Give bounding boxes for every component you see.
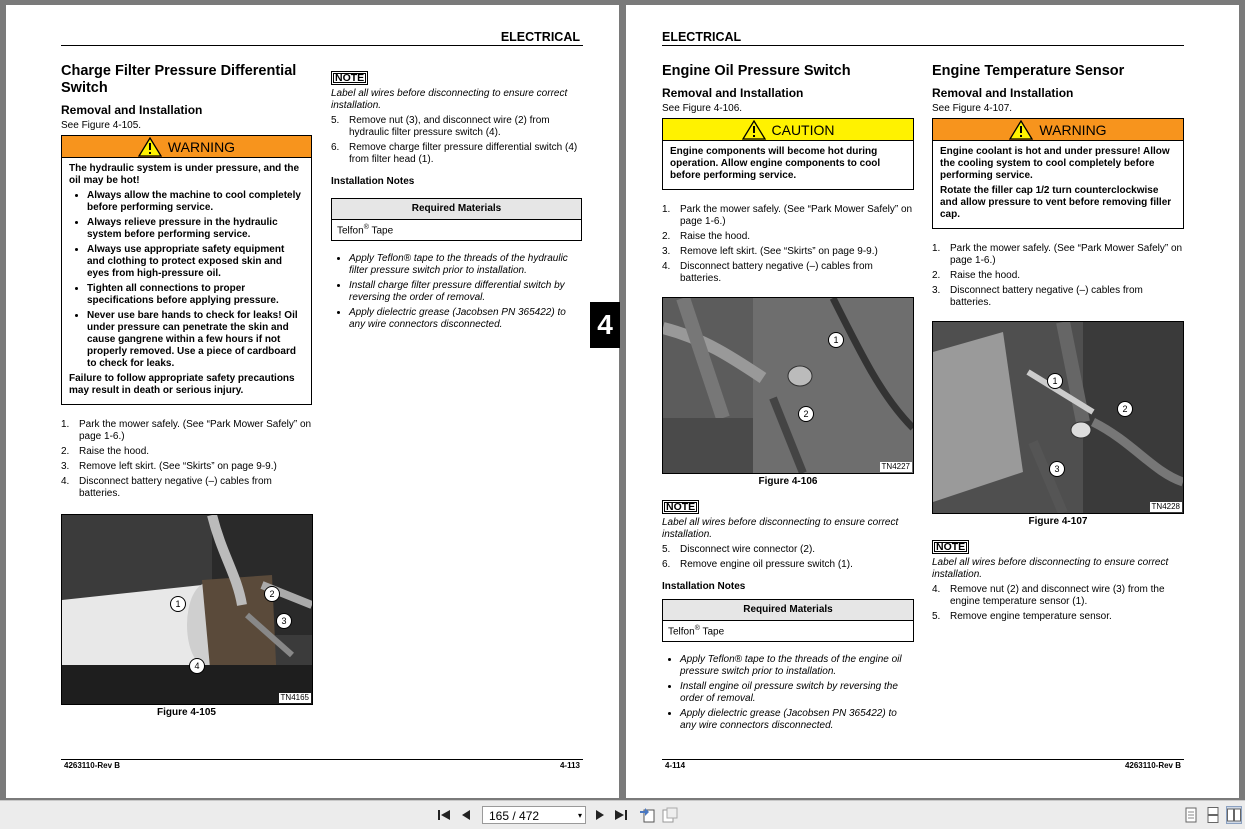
chevron-down-icon[interactable]: ▾ (577, 811, 582, 820)
section-title: Engine Temperature Sensor (932, 63, 1125, 79)
installation-notes-list (331, 253, 582, 331)
installation-notes-heading: Installation Notes (331, 176, 415, 187)
step-number: 2. (61, 446, 70, 457)
materials-item: Telfon® Tape (332, 220, 582, 241)
footer-doc-number: 4263110-Rev B (64, 761, 121, 770)
installation-notes-list (662, 654, 914, 732)
warning-text: Engine coolant is hot and under pressure! Allow the cooling system to cool completely before performing service. (940, 146, 1170, 181)
step-item (662, 261, 914, 285)
warning-body (62, 158, 311, 404)
see-figure: See Figure 4-105. (61, 120, 142, 131)
page-number-input[interactable] (482, 806, 586, 824)
continuous-page-icon[interactable] (1206, 806, 1220, 824)
callout-3: 3 (1049, 461, 1065, 477)
header-rule (662, 45, 1184, 46)
step-text: Disconnect wire connector (2). (680, 544, 816, 555)
step-number: 1. (932, 243, 941, 254)
page-header: ELECTRICAL (500, 30, 580, 44)
warning-header (62, 136, 311, 158)
caution-box (662, 118, 914, 190)
right-column-2 (932, 63, 1184, 626)
right-column-1 (662, 63, 914, 735)
step-text: Remove charge filter pressure differential switch (4) from filter head (1). (349, 142, 578, 165)
materials-table (662, 599, 914, 642)
step-text: Remove nut (3), and disconnect wire (2) from hydraulic filter pressure switch (4). (349, 115, 550, 138)
step-text: Disconnect battery negative (–) cables from batteries. (950, 285, 1143, 308)
step-item (662, 231, 914, 243)
prev-page-icon[interactable] (458, 806, 474, 824)
warning-bullet: • Always relieve pressure in the hydraulic system before performing service. (87, 217, 304, 241)
step-item (662, 246, 914, 258)
figure-4-106-image (663, 298, 913, 473)
warning-label: WARNING (1039, 121, 1107, 138)
step-number: 5. (331, 115, 340, 126)
installation-notes-heading: Installation Notes (662, 581, 746, 592)
callout-3: 3 (276, 613, 292, 629)
callout-2: 2 (1117, 401, 1133, 417)
warning-bullet: • Never use bare hands to check for leaks! Oil under pressure can penetrate the skin and cause gangrene within a few hours if not properly removed. Use a piece of cardboard to check for leaks. (87, 310, 304, 370)
step-item (61, 461, 312, 473)
step-text: Remove engine oil pressure switch (1). (680, 559, 853, 570)
note-text: Label all wires before disconnecting to ensure correct installation. (331, 88, 568, 111)
figure-4-107-image (933, 322, 1183, 513)
step-text: Park the mower safely. (See “Park Mower Safely” on page 1-6.) (680, 204, 913, 227)
step-text: Remove engine temperature sensor. (950, 611, 1112, 622)
next-page-icon[interactable] (592, 806, 608, 824)
step-number: 5. (932, 611, 941, 622)
caution-text: Engine components will become hot during operation. Allow engine components to cool before performing service. (670, 146, 881, 181)
note-text: Label all wires before disconnecting to ensure correct installation. (932, 557, 1169, 580)
page-header: ELECTRICAL (662, 30, 742, 44)
figure-photo (61, 514, 313, 705)
warning-header (933, 119, 1183, 141)
step-number: 4. (662, 261, 671, 272)
materials-header: Required Materials (663, 600, 914, 621)
warning-intro: The hydraulic system is under pressure, and the oil may be hot! (69, 163, 300, 186)
step-number: 2. (662, 231, 671, 242)
step-text: Disconnect battery negative (–) cables from batteries. (79, 476, 272, 499)
step-item (61, 476, 312, 500)
step-list (662, 204, 914, 285)
step-number: 4. (932, 584, 941, 595)
step-number: 5. (662, 544, 671, 555)
section-tab-left: 4 (590, 302, 620, 348)
step-number: 6. (662, 559, 671, 570)
warning-outro: Failure to follow appropriate safety precautions may result in death or serious injury. (69, 373, 295, 396)
step-text: Remove left skirt. (See “Skirts” on page 9-9.) (680, 246, 878, 257)
figure-code: TN4228 (1151, 502, 1180, 511)
left-column-1 (61, 63, 312, 719)
caution-triangle-icon (742, 120, 766, 140)
figure-caption: Figure 4-107 (1028, 516, 1088, 527)
step-item (662, 544, 914, 556)
installation-note: • Install charge filter pressure differential switch by reversing the order of removal. (349, 280, 582, 304)
footer-rule (61, 759, 583, 760)
step-number: 1. (662, 204, 671, 215)
figure-4-105-image (62, 515, 312, 704)
installation-note: • Apply dielectric grease (Jacobsen PN 365422) to any wire connectors disconnected. (349, 307, 582, 331)
right-page (626, 5, 1239, 798)
section-subtitle: Removal and Installation (932, 86, 1074, 100)
footer-page-number: 4-113 (559, 761, 580, 770)
warning-label: WARNING (167, 138, 236, 155)
figure-code: TN4227 (881, 462, 910, 471)
step-number: 3. (932, 285, 941, 296)
callout-2: 2 (798, 406, 814, 422)
callout-2: 2 (264, 586, 280, 602)
warning-box (932, 118, 1184, 229)
step-item (61, 419, 312, 443)
note-label: NOTE (932, 540, 969, 554)
step-item (932, 611, 1184, 623)
step-item (932, 584, 1184, 608)
two-page-icon[interactable] (1226, 806, 1242, 824)
figure-photo (662, 297, 914, 474)
installation-note: • Apply Teflon® tape to the threads of the hydraulic filter pressure switch prior to installation. (349, 253, 582, 277)
step-item (932, 270, 1184, 282)
step-item (331, 115, 582, 139)
warning-triangle-icon (1009, 120, 1033, 140)
step-item (331, 142, 582, 166)
warning-bullet: • Always allow the machine to cool completely before performing service. (87, 190, 304, 214)
figure-caption: Figure 4-106 (758, 476, 818, 487)
materials-header: Required Materials (332, 199, 582, 220)
callout-4: 4 (189, 658, 205, 674)
section-title: Charge Filter Pressure Differential Switch (61, 63, 297, 96)
warning-text: Rotate the filler cap 1/2 turn counterclockwise and allow pressure to vent before removing filler cap. (940, 185, 1172, 220)
back-view-icon[interactable] (638, 806, 656, 824)
footer-rule (662, 759, 1184, 760)
warning-bullet: • Always use appropriate safety equipment and clothing to protect exposed skin and eyes from high-pressure oil. (87, 244, 304, 280)
see-figure: See Figure 4-107. (932, 103, 1013, 114)
last-page-icon[interactable] (613, 806, 629, 824)
step-item (662, 559, 914, 571)
warning-bullet: • Tighten all connections to proper specifications before applying pressure. (87, 283, 304, 307)
step-text: Park the mower safely. (See “Park Mower Safely” on page 1-6.) (950, 243, 1183, 266)
step-text: Disconnect battery negative (–) cables from batteries. (680, 261, 873, 284)
step-text: Raise the hood. (79, 446, 150, 457)
materials-table (331, 198, 582, 241)
note-label: NOTE (331, 71, 368, 85)
step-list (662, 544, 914, 571)
step-item (662, 204, 914, 228)
see-figure: See Figure 4-106. (662, 103, 743, 114)
step-list (331, 115, 582, 166)
step-number: 3. (662, 246, 671, 257)
materials-item: Telfon® Tape (663, 621, 914, 642)
note-label: NOTE (662, 500, 699, 514)
installation-note: • Apply dielectric grease (Jacobsen PN 365422) to any wire connectors disconnected. (680, 708, 914, 732)
step-list (932, 243, 1184, 309)
step-item (61, 446, 312, 458)
step-number: 2. (932, 270, 941, 281)
step-number: 6. (331, 142, 340, 153)
step-text: Raise the hood. (680, 231, 751, 242)
page-indicator: 165 / 472 (489, 809, 540, 823)
caution-header (663, 119, 913, 141)
step-number: 3. (61, 461, 70, 472)
figure-code: TN4165 (280, 693, 309, 702)
step-text: Remove left skirt. (See “Skirts” on page 9-9.) (79, 461, 277, 472)
step-number: 4. (61, 476, 70, 487)
left-page (6, 5, 619, 798)
footer-page-number: 4-114 (665, 761, 686, 770)
callout-1: 1 (1047, 373, 1063, 389)
step-item (932, 285, 1184, 309)
footer-doc-number: 4263110-Rev B (1124, 761, 1181, 770)
step-item (932, 243, 1184, 267)
step-number: 1. (61, 419, 70, 430)
header-rule (61, 45, 583, 46)
step-text: Raise the hood. (950, 270, 1021, 281)
warning-triangle-icon (138, 137, 162, 157)
section-subtitle: Removal and Installation (61, 103, 203, 117)
left-column-2 (331, 71, 582, 334)
step-text: Remove nut (2) and disconnect wire (3) from the engine temperature sensor (1). (950, 584, 1165, 607)
warning-body (933, 141, 1183, 228)
installation-note: • Install engine oil pressure switch by reversing the order of removal. (680, 681, 914, 705)
step-list (932, 584, 1184, 623)
forward-view-icon[interactable] (661, 806, 679, 824)
single-page-icon[interactable] (1184, 806, 1198, 824)
callout-1: 1 (170, 596, 186, 612)
figure-caption: Figure 4-105 (157, 707, 216, 718)
figure-photo (932, 321, 1184, 514)
step-text: Park the mower safely. (See “Park Mower Safely” on page 1-6.) (79, 419, 312, 442)
viewer-toolbar (0, 800, 1245, 829)
first-page-icon[interactable] (436, 806, 452, 824)
warning-bullets (69, 190, 304, 370)
section-subtitle: Removal and Installation (662, 86, 804, 100)
warning-box (61, 135, 312, 405)
step-list (61, 419, 312, 500)
section-title: Engine Oil Pressure Switch (662, 63, 851, 79)
caution-body (663, 141, 913, 189)
installation-note: • Apply Teflon® tape to the threads of the engine oil pressure switch prior to installation. (680, 654, 914, 678)
callout-1: 1 (828, 332, 844, 348)
caution-label: CAUTION (771, 121, 835, 138)
note-text: Label all wires before disconnecting to ensure correct installation. (662, 517, 899, 540)
